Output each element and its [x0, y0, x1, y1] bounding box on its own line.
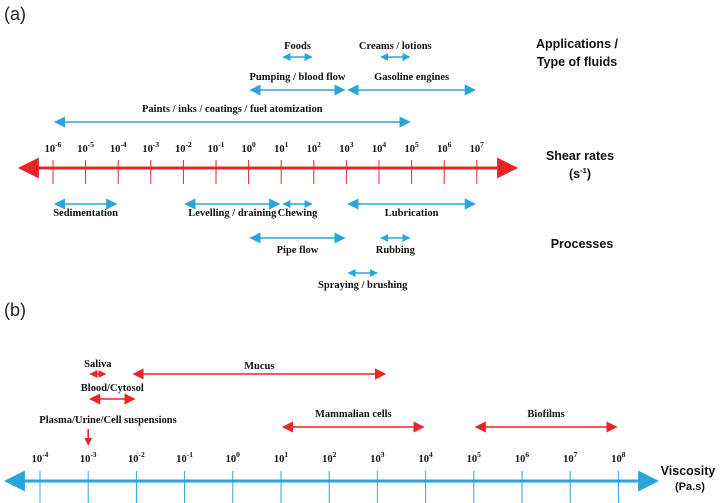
process-label-spraying-brushing: Spraying / brushing: [318, 280, 408, 291]
shear-tick-label-12: $10^6$: [437, 140, 452, 155]
shear-tick-label-13: $10^7$: [469, 140, 484, 155]
viscosity-tick-label-12: $10^8$: [611, 450, 626, 465]
shear-rates-label: Shear rates: [545, 149, 615, 163]
fluid-label-biofilms: Biofilms: [527, 409, 565, 420]
viscosity-label: Viscosity: [660, 464, 716, 478]
fluid-label-mucus: Mucus: [244, 361, 275, 372]
process-label-rubbing: Rubbing: [375, 245, 415, 256]
viscosity-tick-label-5: $10^1$: [273, 450, 289, 465]
shear-tick-label-9: $10^3$: [339, 140, 354, 155]
plasma-marker-label: Plasma/Urine/Cell suspensions: [39, 415, 177, 426]
process-label-chewing: Chewing: [277, 208, 318, 219]
shear-tick-label-4: $10^{-2}$: [175, 140, 192, 155]
application-label-gasoline-engines: Gasoline engines: [374, 72, 450, 83]
viscosity-tick-label-0: $10^{-4}$: [31, 450, 49, 465]
applications-heading-line2: Type of fluids: [536, 55, 618, 69]
viscosity-tick-label-10: $10^6$: [514, 450, 530, 465]
application-label-paints-inks-coatings-fuel-atomization: Paints / inks / coatings / fuel atomization: [142, 104, 323, 115]
shear-tick-label-11: $10^5$: [404, 140, 419, 155]
shear-tick-label-6: $10^0$: [241, 140, 256, 155]
viscosity-tick-label-4: $10^0$: [225, 450, 240, 465]
shear-tick-label-5: $10^{-1}$: [207, 140, 225, 155]
process-label-levelling-draining: Levelling / draining: [188, 208, 277, 219]
viscosity-tick-label-1: $10^{-3}$: [79, 450, 97, 465]
fluid-label-mammalian-cells: Mammalian cells: [314, 409, 392, 420]
shear-tick-label-8: $10^2$: [306, 140, 321, 155]
viscosity-tick-label-6: $10^2$: [322, 450, 337, 465]
process-label-sedimentation: Sedimentation: [53, 208, 118, 219]
applications-ranges: [55, 41, 475, 122]
viscosity-unit: (Pa.s): [675, 481, 705, 493]
processes-label: Processes: [550, 237, 614, 251]
processes-ranges: [53, 204, 475, 291]
viscosity-tick-label-11: $10^7$: [563, 450, 578, 465]
shear-tick-label-2: $10^{-4}$: [109, 140, 127, 155]
panel-b-label: (b): [4, 300, 26, 320]
shear-tick-label-1: $10^{-5}$: [77, 140, 94, 155]
fluid-label-saliva: Saliva: [84, 359, 112, 370]
fluid-label-blood-cytosol: Blood/Cytosol: [80, 383, 144, 394]
panel-a-label: (a): [4, 4, 26, 24]
shear-tick-label-7: $10^1$: [274, 140, 289, 155]
application-label-pumping-blood-flow: Pumping / blood flow: [249, 72, 346, 83]
viscosity-tick-label-8: $10^4$: [418, 450, 433, 465]
viscosity-tick-label-7: $10^3$: [370, 450, 385, 465]
shear-tick-label-0: $10^{-6}$: [44, 140, 62, 155]
application-label-foods: Foods: [284, 41, 311, 52]
viscosity-ticks: [32, 450, 626, 503]
shear-rates-unit: $(s^{-1})$: [569, 166, 591, 181]
plasma-marker: [39, 415, 176, 445]
process-label-pipe-flow: Pipe flow: [276, 245, 319, 256]
viscosity-tick-label-9: $10^5$: [466, 450, 481, 465]
shear-tick-label-3: $10^{-3}$: [142, 140, 160, 155]
process-label-lubrication: Lubrication: [384, 208, 439, 219]
shear-rate-ticks: [45, 140, 485, 184]
applications-heading-line1: Applications /: [536, 37, 618, 51]
viscosity-tick-label-2: $10^{-2}$: [128, 450, 145, 465]
viscosity-tick-label-3: $10^{-1}$: [176, 450, 193, 465]
application-label-creams-lotions: Creams / lotions: [358, 41, 432, 52]
shear-tick-label-10: $10^4$: [371, 140, 387, 155]
